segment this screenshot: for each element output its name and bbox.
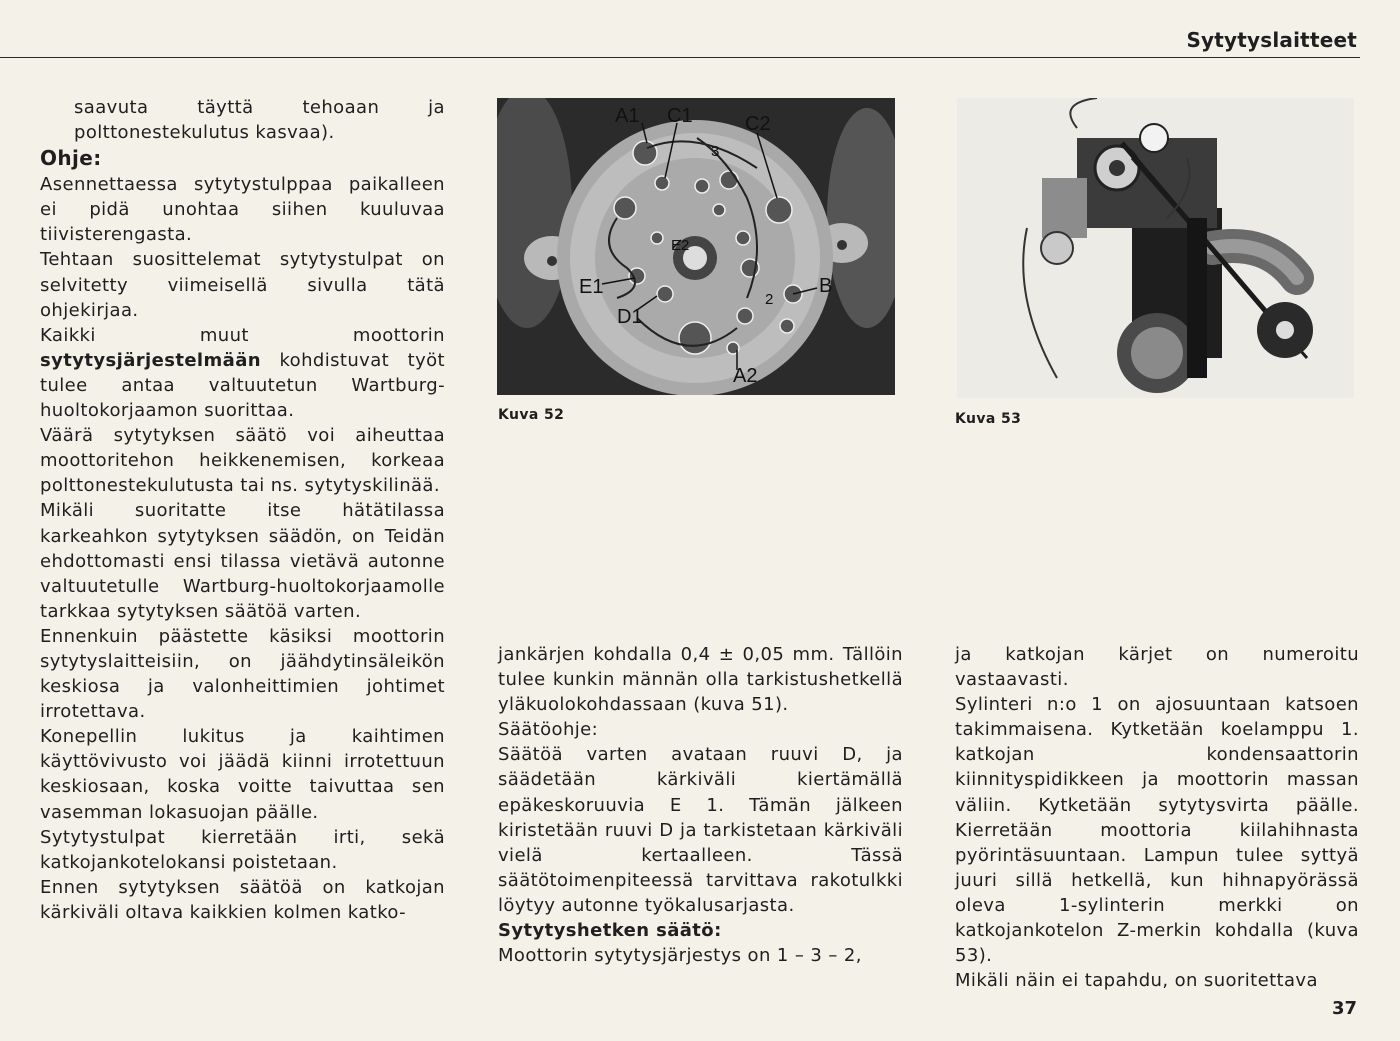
label-e2: E2	[671, 237, 690, 254]
paragraph: Moottorin sytytysjärjestys on 1 – 3 – 2,	[498, 945, 862, 967]
intro-paragraph: saavuta täyttä tehoaan ja polttonestekulutus kasvaa).	[74, 97, 445, 144]
paragraph: Säätöohje:	[498, 719, 599, 741]
label-c2: C2	[745, 113, 771, 135]
label-a2: A2	[733, 365, 758, 387]
running-header-title: Sytytyslaitteet	[1186, 28, 1357, 52]
paragraph: Mikäli suoritatte itse hätätilassa karkeahkon sytytyksen säädön, on Teidän ehdottomasti ensi tilassa vietävä autonne valtuutetulle Wartburg-huoltokorjaamolle tarkkaa sytytyksen säätöä varten.	[40, 500, 445, 622]
label-c1: C1	[667, 105, 693, 127]
label-2: 2	[765, 291, 774, 308]
paragraph-with-bold	[40, 323, 445, 423]
paragraph: Konepellin lukitus ja kaihtimen käyttövivusto voi jäädä kiinni irrotettuun keskiosaan, koska voitte taivuttaa sen vasemman lokasuojan päälle.	[40, 726, 445, 823]
label-d1: D1	[617, 306, 643, 328]
page-number: 37	[1331, 998, 1357, 1019]
paragraph: Sylinteri n:o 1 on ajosuuntaan katsoen takimmaisena. Kytketään koelamppu 1. katkojan kondensaattorin kiinnityspidikkeen ja moottorin massan väliin. Kytketään sytytysvirta päälle. Kierretään moottoria kiilahihnasta pyörintäsuuntaan. Lampun tulee syttyä juuri sillä hetkellä, kun hihnapyörässä oleva 1-sylinterin merkki on katkojankotelon Z-merkin kohdalla (kuva 53).	[955, 694, 1359, 967]
header-rule	[0, 57, 1360, 58]
paragraph: ja katkojan kärjet on numeroitu vastaavasti.	[955, 644, 1359, 691]
paragraph-text: Kaikki muut moottorin	[40, 324, 445, 346]
figure-52-distributor-photo	[497, 98, 895, 395]
text-column-2	[498, 642, 903, 968]
paragraph-text: kohdistuvat työt tulee antaa valtuutetun Wartburg-huoltokorjaamon suorittaa.	[40, 349, 445, 422]
label-e1: E1	[579, 276, 604, 298]
paragraph: Mikäli näin ei tapahdu, on suoritettava	[955, 970, 1318, 992]
paragraph: Sytytystulpat kierretään irti, sekä katkojankotelokansi poistetaan.	[40, 826, 445, 873]
paragraph: jankärjen kohdalla 0,4 ± 0,05 mm. Tällöin tulee kunkin männän olla tarkistushetkellä yläkuolokohdassaan (kuva 51).	[498, 644, 903, 716]
section-heading-ohje: Ohje:	[40, 146, 102, 171]
paragraph: Väärä sytytyksen säätö voi aiheuttaa moottoritehon heikkenemisen, korkeaa polttonestekulutusta tai ns. sytytyskilinää.	[40, 425, 445, 497]
text-column-3	[955, 642, 1359, 993]
paragraph: Ennenkuin päästette käsiksi moottorin sytytyslaitteisiin, on jäähdytinsäleikön keskiosa ja valonheittimien johtimet irrotettava.	[40, 625, 445, 723]
text-column-1	[40, 95, 445, 925]
paragraph: Ennen sytytyksen säätöä on katkojan kärkiväli oltava kaikkien kolmen katko-	[40, 876, 445, 923]
label-3: 3	[711, 143, 720, 160]
label-b: B	[819, 275, 833, 297]
figure-53-caption: Kuva 53	[955, 411, 1022, 427]
bold-term: sytytysjärjestelmään	[40, 349, 261, 371]
paragraph: Asennettaessa sytytystulppaa paikalleen ei pidä unohtaa siihen kuuluvaa tiivisterengasta.	[40, 174, 445, 246]
paragraph: Säätöä varten avataan ruuvi D, ja säädetään kärkiväli kiertämällä epäkeskoruuvia E 1. Tämän jälkeen kiristetään ruuvi D ja tarkistetaan kärkiväli vielä kertaalleen. Tässä säätötoimenpiteessä tarvittava rakotulkki löytyy autonne työkalusarjasta.	[498, 744, 903, 916]
figure-53-engine-photo	[957, 98, 1354, 398]
label-a1: A1	[615, 105, 640, 127]
paragraph: Tehtaan suosittelemat sytytystulpat on selvitetty viimeisellä sivulla tätä ohjekirjaa.	[40, 249, 445, 321]
subheading-sytytyshetken-saato: Sytytyshetken säätö:	[498, 920, 722, 942]
figure-52-caption: Kuva 52	[498, 407, 565, 423]
